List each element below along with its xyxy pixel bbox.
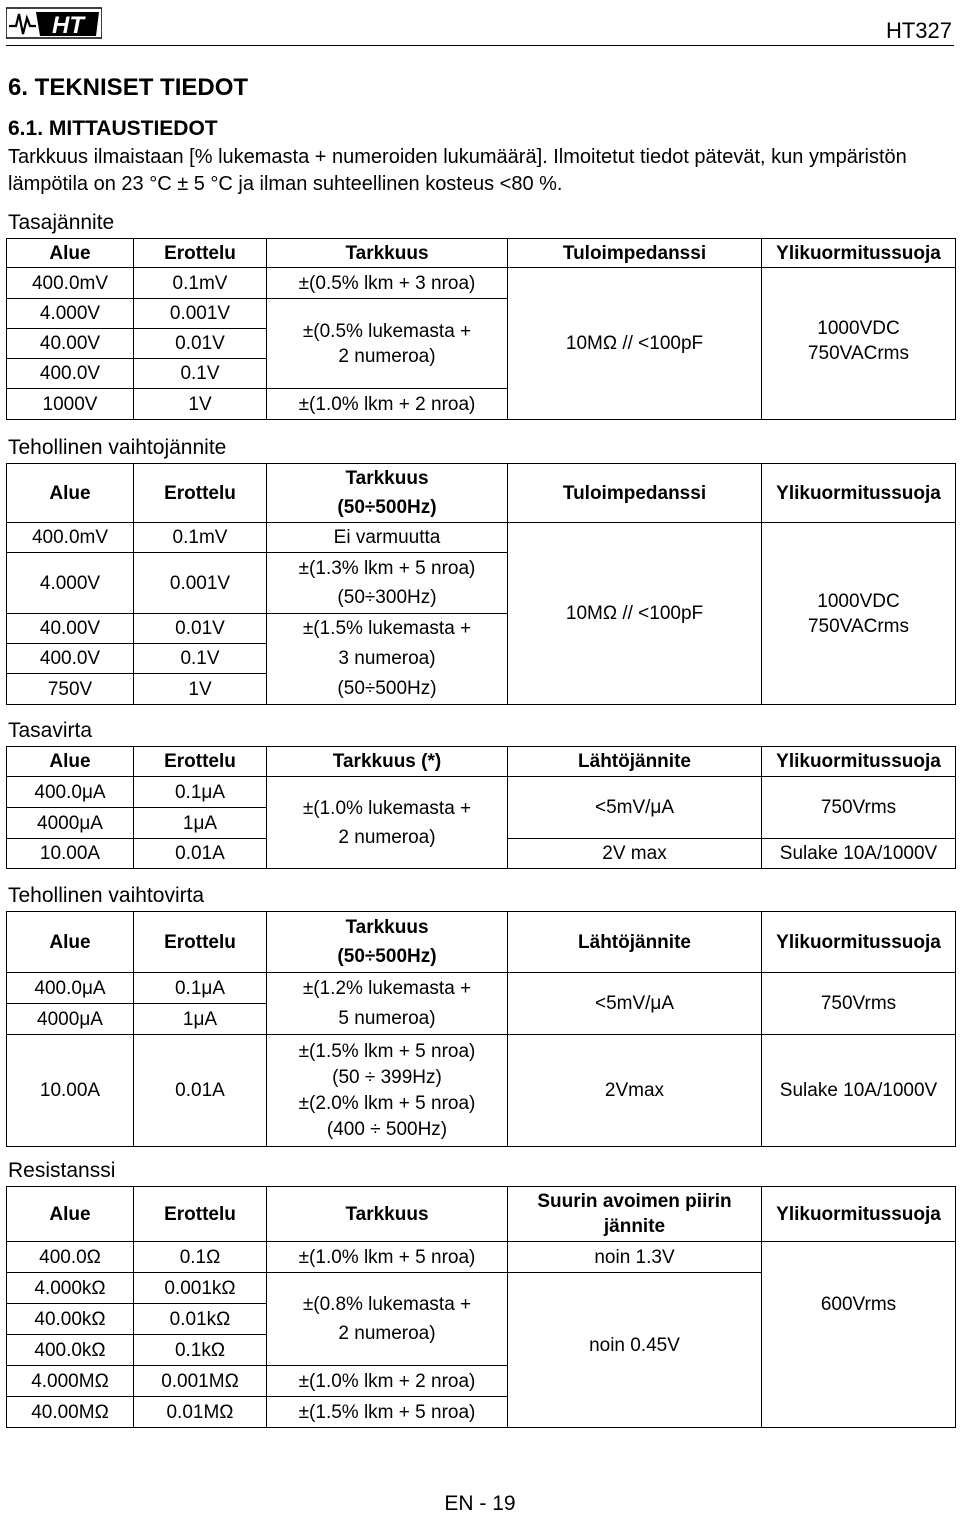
header-divider (6, 45, 954, 46)
dcv-accuracy: ±(0.5% lukemasta + 2 numeroa) (267, 299, 508, 389)
dcv-protection: 1000VDC 750VACrms (762, 268, 956, 420)
res-range: 40.00kΩ (7, 1304, 134, 1335)
res-resolution: 0.01MΩ (134, 1397, 267, 1428)
res-range: 40.00MΩ (7, 1397, 134, 1428)
dcv-accuracy: ±(0.5% lkm + 3 nroa) (267, 268, 508, 299)
res-range: 400.0Ω (7, 1242, 134, 1273)
dcv-resolution: 0.001V (134, 299, 267, 329)
acv-accuracy: ±(1.5% lukemasta + (267, 614, 508, 644)
res-resolution: 0.1Ω (134, 1242, 267, 1273)
dcv-title: Tasajännite (8, 211, 115, 234)
logo-text: HT (52, 12, 84, 39)
intro-paragraph: Tarkkuus ilmaistaan [% lukemasta + numeroiden lukumäärä]. Ilmoitetut tiedot pätevät, kun ympäristön lämpötila on 23 °C ± 5 °C ja ilman suhteellinen kosteus <80 %. (8, 146, 907, 195)
dca-header-range: Alue (7, 747, 134, 777)
res-accuracy: ±(1.0% lkm + 5 nroa) (267, 1242, 508, 1273)
dca-header-protection: Ylikuormitussuoja (762, 747, 956, 777)
aca-resolution: 0.01A (134, 1035, 267, 1147)
dca-header-accuracy: Tarkkuus (*) (267, 747, 508, 777)
res-accuracy: ±(1.5% lkm + 5 nroa) (267, 1397, 508, 1428)
res-header-accuracy: Tarkkuus (267, 1187, 508, 1242)
dca-resolution: 0.1μA (134, 777, 267, 808)
aca-range: 400.0μA (7, 973, 134, 1004)
dcv-header-resolution: Erottelu (134, 239, 267, 268)
acv-range: 400.0V (7, 644, 134, 674)
acv-header-resolution: Erottelu (134, 464, 267, 523)
aca-header-range: Alue (7, 912, 134, 973)
aca-header-accuracy: Tarkkuus (50÷500Hz) (267, 912, 508, 973)
acv-accuracy: 3 numeroa) (267, 644, 508, 674)
dca-range: 4000μA (7, 808, 134, 839)
acv-range: 400.0mV (7, 523, 134, 553)
acv-impedance: 10MΩ // <100pF (508, 523, 762, 705)
aca-burden: 2Vmax (508, 1035, 762, 1147)
acv-resolution: 1V (134, 674, 267, 705)
res-resolution: 0.01kΩ (134, 1304, 267, 1335)
res-header-protection: Ylikuormitussuoja (762, 1187, 956, 1242)
aca-header-burden: Lähtöjännite (508, 912, 762, 973)
model-name: HT327 (885, 18, 952, 43)
acv-protection: 1000VDC 750VACrms (762, 523, 956, 705)
acv-title: Tehollinen vaihtojännite (8, 436, 227, 459)
dcv-header-accuracy: Tarkkuus (267, 239, 508, 268)
acv-resolution: 0.1mV (134, 523, 267, 553)
aca-accuracy: ±(1.5% lkm + 5 nroa) (50 ÷ 399Hz) ±(2.0% lkm + 5 nroa) (400 ÷ 500Hz) (267, 1035, 508, 1147)
acv-header-range: Alue (7, 464, 134, 523)
res-accuracy: ±(0.8% lukemasta + 2 numeroa) (267, 1273, 508, 1366)
aca-range: 4000μA (7, 1004, 134, 1035)
page-number: EN - 19 (444, 1492, 516, 1515)
dca-header-burden: Lähtöjännite (508, 747, 762, 777)
res-title: Resistanssi (8, 1159, 116, 1182)
acv-accuracy: ±(1.3% lkm + 5 nroa) (50÷300Hz) (267, 553, 508, 614)
dcv-resolution: 0.1mV (134, 268, 267, 299)
aca-accuracy: ±(1.2% lukemasta + (267, 973, 508, 1004)
dcv-resolution: 0.1V (134, 359, 267, 389)
res-range: 400.0kΩ (7, 1335, 134, 1366)
res-resolution: 0.1kΩ (134, 1335, 267, 1366)
ht-logo (6, 6, 102, 40)
res-range: 4.000MΩ (7, 1366, 134, 1397)
res-open-circuit: noin 1.3V (508, 1242, 762, 1273)
aca-protection: Sulake 10A/1000V (762, 1035, 956, 1147)
dcv-impedance: 10MΩ // <100pF (508, 268, 762, 420)
res-range: 4.000kΩ (7, 1273, 134, 1304)
acv-accuracy: (50÷500Hz) (267, 674, 508, 705)
dca-resolution: 1μA (134, 808, 267, 839)
dcv-header-range: Alue (7, 239, 134, 268)
aca-header-protection: Ylikuormitussuoja (762, 912, 956, 973)
acv-table (6, 463, 956, 705)
res-header-open-circuit: Suurin avoimen piirin jännite (508, 1187, 762, 1242)
aca-header-resolution: Erottelu (134, 912, 267, 973)
aca-range: 10.00A (7, 1035, 134, 1147)
dcv-table (6, 238, 956, 420)
dcv-range: 40.00V (7, 329, 134, 359)
aca-title: Tehollinen vaihtovirta (8, 884, 205, 907)
aca-resolution: 0.1μA (134, 973, 267, 1004)
dca-range: 10.00A (7, 839, 134, 869)
page-title: 6. TEKNISET TIEDOT (8, 74, 249, 101)
res-open-circuit: noin 0.45V (508, 1273, 762, 1428)
dca-title: Tasavirta (8, 719, 93, 742)
dca-accuracy: ±(1.0% lukemasta + 2 numeroa) (267, 777, 508, 869)
dca-header-resolution: Erottelu (134, 747, 267, 777)
acv-range: 4.000V (7, 553, 134, 614)
res-table (6, 1186, 956, 1428)
acv-range: 40.00V (7, 614, 134, 644)
dcv-header-impedance: Tuloimpedanssi (508, 239, 762, 268)
dcv-header-protection: Ylikuormitussuoja (762, 239, 956, 268)
dca-table (6, 746, 956, 869)
aca-burden: <5mV/μA (508, 973, 762, 1035)
res-header-resolution: Erottelu (134, 1187, 267, 1242)
section-subtitle: 6.1. MITTAUSTIEDOT (8, 117, 218, 140)
aca-resolution: 1μA (134, 1004, 267, 1035)
dca-resolution: 0.01A (134, 839, 267, 869)
dca-burden: <5mV/μA (508, 777, 762, 839)
acv-resolution: 0.001V (134, 553, 267, 614)
acv-accuracy: Ei varmuutta (267, 523, 508, 553)
acv-resolution: 0.01V (134, 614, 267, 644)
acv-header-accuracy: Tarkkuus (50÷500Hz) (267, 464, 508, 523)
dcv-resolution: 0.01V (134, 329, 267, 359)
acv-range: 750V (7, 674, 134, 705)
res-header-range: Alue (7, 1187, 134, 1242)
dca-range: 400.0μA (7, 777, 134, 808)
res-accuracy: ±(1.0% lkm + 2 nroa) (267, 1366, 508, 1397)
dca-burden: 2V max (508, 839, 762, 869)
acv-resolution: 0.1V (134, 644, 267, 674)
aca-protection: 750Vrms (762, 973, 956, 1035)
dcv-resolution: 1V (134, 389, 267, 420)
dcv-range: 400.0mV (7, 268, 134, 299)
dcv-range: 400.0V (7, 359, 134, 389)
res-resolution: 0.001kΩ (134, 1273, 267, 1304)
dca-protection: Sulake 10A/1000V (762, 839, 956, 869)
acv-header-protection: Ylikuormitussuoja (762, 464, 956, 523)
res-resolution: 0.001MΩ (134, 1366, 267, 1397)
dcv-accuracy: ±(1.0% lkm + 2 nroa) (267, 389, 508, 420)
dcv-range: 1000V (7, 389, 134, 420)
dca-protection: 750Vrms (762, 777, 956, 839)
acv-header-impedance: Tuloimpedanssi (508, 464, 762, 523)
dcv-range: 4.000V (7, 299, 134, 329)
aca-table (6, 911, 956, 1147)
res-protection: 600Vrms (762, 1242, 956, 1428)
aca-accuracy: 5 numeroa) (267, 1004, 508, 1035)
